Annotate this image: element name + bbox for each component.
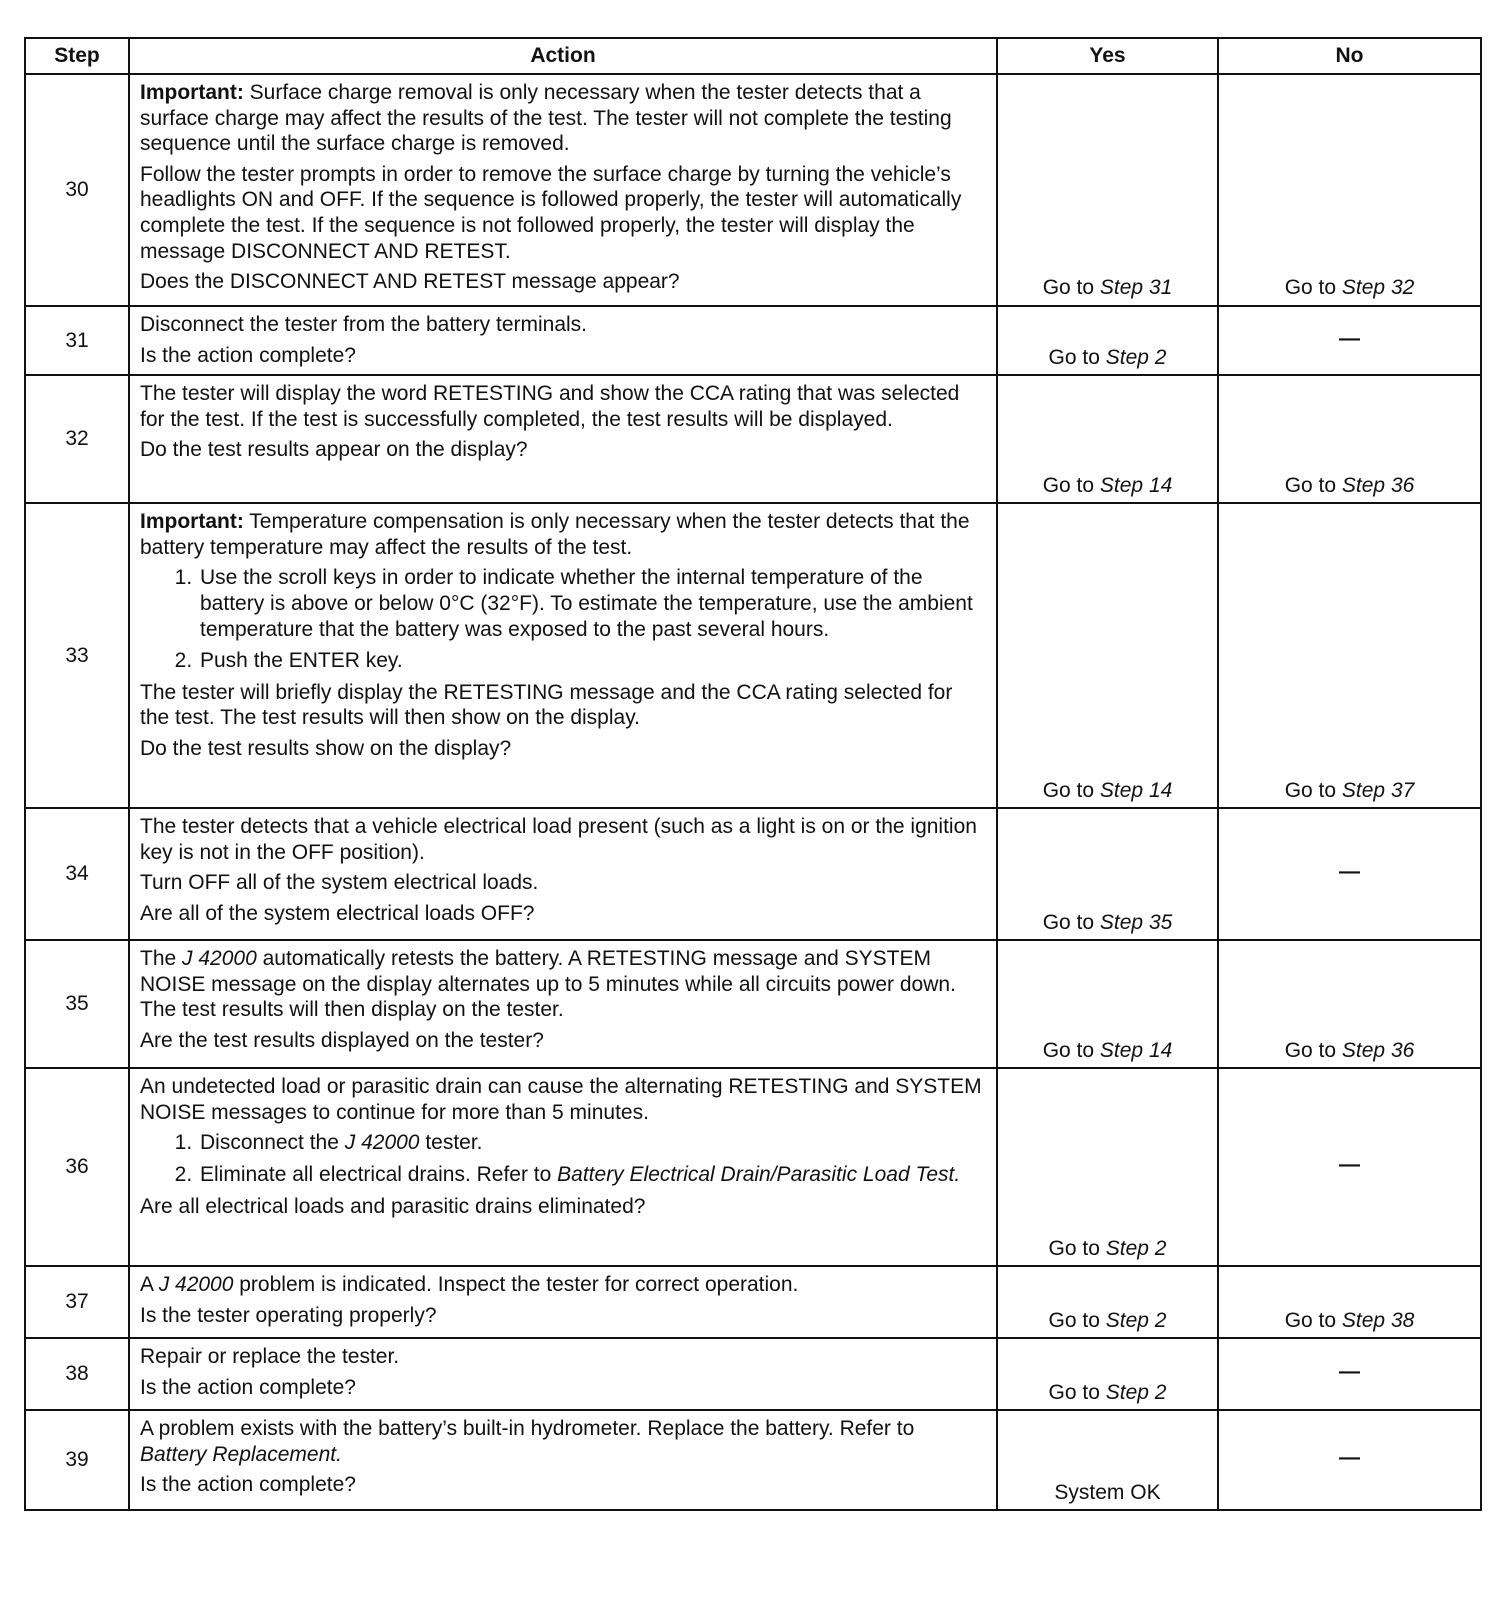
step-number: 35 [25,940,129,1068]
yes-cell [997,503,1218,808]
text-span: Eliminate all electrical drains. Refer to [200,1163,558,1187]
goto-label: Go to [1284,778,1337,802]
numbered-steps [140,1130,986,1187]
action-text: The tester will display the word RETESTING and show the CCA rating that was selected for the test. If the test is successfully completed, the test results will be displayed. [140,382,960,431]
question-text: Are the test results displayed on the tester? [140,1029,544,1053]
action-cell [129,375,997,503]
table-row [25,808,1481,940]
action-text [140,946,986,1023]
goto-label: Go to [1042,276,1095,300]
table-row [25,1068,1481,1266]
no-step-ref: Step 38 [1341,1308,1415,1332]
list-item [198,1130,986,1156]
text-span: A [140,1273,159,1297]
action-cell [129,306,997,375]
action-text [140,1272,986,1298]
goto-label: Go to [1048,1236,1100,1260]
goto-label: Go to [1042,910,1095,934]
list-item: 2. Push the ENTER key. [198,648,986,674]
table-row [25,74,1481,306]
text-span: The [140,947,183,971]
no-dash: — [1339,1446,1360,1470]
important-note [140,509,986,560]
diagnostic-table [24,37,1482,1511]
question-text: Is the action complete? [140,343,356,367]
no-dash: — [1339,1153,1360,1177]
no-cell [1218,808,1481,940]
text-span: A problem exists with the battery’s built-in hydrometer. Replace the battery. Refer to [140,1417,915,1441]
goto-label: Go to [1048,1380,1100,1404]
table-row [25,1338,1481,1410]
action-text: Disconnect the tester from the battery terminals. [140,313,588,336]
important-note [140,80,986,157]
question-text: Do the test results show on the display? [140,737,512,761]
goto-label: Go to [1048,1308,1100,1332]
table-row [25,503,1481,808]
step-number: 39 [25,1410,129,1510]
table-row [25,1410,1481,1510]
tool-ref: J 42000 [344,1131,420,1155]
yes-cell [997,808,1218,940]
table-row [25,1266,1481,1338]
yes-cell [997,306,1218,375]
step-number: 32 [25,375,129,503]
question-text: Are all of the system electrical loads OFF? [140,902,535,926]
no-cell [1218,1068,1481,1266]
table-row [25,375,1481,503]
no-cell [1218,1266,1481,1338]
no-dash: — [1339,326,1360,350]
step-number: 37 [25,1266,129,1338]
action-cell [129,808,997,940]
question-text: Are all electrical loads and parasitic drains eliminated? [140,1194,646,1218]
no-cell [1218,940,1481,1068]
yes-step-ref: Step 35 [1099,910,1173,934]
header-no: No [1218,38,1481,74]
action-text: Follow the tester prompts in order to remove the surface charge by turning the vehicle’s headlights ON and OFF. If the sequence is followed properly, the tester will automatically complete the test. If the sequence is not followed properly, the tester will display the message DISCONNECT AND RETEST. [140,162,962,263]
yes-cell [997,1338,1218,1410]
yes-step-ref: Step 2 [1105,1308,1167,1332]
no-cell [1218,503,1481,808]
question-text: Does the DISCONNECT AND RETEST message appear? [140,270,680,294]
table-row [25,306,1481,375]
action-cell [129,1068,997,1266]
system-ok-label: System OK [1054,1480,1161,1504]
yes-step-ref: Step 14 [1099,778,1173,802]
yes-step-ref: Step 2 [1105,1236,1167,1260]
step-number: 38 [25,1338,129,1410]
step-number: 33 [25,503,129,808]
yes-step-ref: Step 2 [1105,1380,1167,1404]
no-step-ref: Step 36 [1341,473,1415,497]
yes-cell [997,74,1218,306]
text-span: Disconnect the [200,1131,345,1155]
action-cell [129,74,997,306]
goto-label: Go to [1042,778,1095,802]
question-text: Is the action complete? [140,1473,356,1497]
yes-cell [997,940,1218,1068]
important-text: Temperature compensation is only necessary when the tester detects that the battery temperature may affect the results of the test. [140,510,970,559]
step-number: 30 [25,74,129,306]
action-cell [129,1410,997,1510]
action-text: Turn OFF all of the system electrical loads. [140,871,539,895]
yes-cell [997,1266,1218,1338]
step-number: 31 [25,306,129,375]
question-text: Is the action complete? [140,1375,356,1399]
goto-label: Go to [1048,345,1100,369]
action-text: Repair or replace the tester. [140,1345,400,1369]
numbered-steps [140,565,986,673]
tool-ref: J 42000 [182,947,257,971]
yes-cell [997,375,1218,503]
text-span: problem is indicated. Inspect the tester for correct operation. [233,1273,799,1297]
list-item: 1. Use the scroll keys in order to indicate whether the internal temperature of the battery is above or below 0°C (32°F). To estimate the temperature, use the ambient temperature that the battery was exposed to the past several hours. [198,565,986,642]
no-cell [1218,74,1481,306]
no-cell [1218,375,1481,503]
header-yes: Yes [997,38,1218,74]
action-text [140,1416,986,1467]
no-dash: — [1339,1360,1360,1384]
step-number: 36 [25,1068,129,1266]
important-label: Important: [140,81,244,104]
yes-step-ref: Step 14 [1099,1038,1173,1062]
step-number: 34 [25,808,129,940]
question-text: Is the tester operating properly? [140,1303,437,1327]
goto-label: Go to [1284,276,1337,300]
action-cell [129,503,997,808]
doc-ref: Battery Electrical Drain/Parasitic Load Test. [557,1163,961,1187]
table-row [25,940,1481,1068]
goto-label: Go to [1042,1038,1095,1062]
no-step-ref: Step 36 [1341,1038,1415,1062]
yes-step-ref: Step 31 [1099,276,1173,300]
no-cell [1218,1338,1481,1410]
no-step-ref: Step 32 [1341,276,1415,300]
header-step: Step [25,38,129,74]
header-row [25,38,1481,74]
question-text: Do the test results appear on the display? [140,438,528,462]
action-text: The tester will briefly display the RETESTING message and the CCA rating selected for the test. The test results will then show on the display. [140,680,953,730]
header-action: Action [129,38,997,74]
no-cell [1218,306,1481,375]
goto-label: Go to [1042,473,1095,497]
no-cell [1218,1410,1481,1510]
yes-step-ref: Step 14 [1099,473,1173,497]
goto-label: Go to [1284,1038,1337,1062]
list-item [198,1162,986,1188]
important-label: Important: [140,510,244,534]
yes-step-ref: Step 2 [1105,345,1167,369]
action-text: An undetected load or parasitic drain can cause the alternating RETESTING and SYSTEM NOISE messages to continue for more than 5 minutes. [140,1075,982,1124]
goto-label: Go to [1284,473,1337,497]
goto-label: Go to [1284,1308,1337,1332]
no-step-ref: Step 37 [1341,778,1415,802]
yes-cell [997,1410,1218,1510]
tool-ref: J 42000 [158,1273,234,1297]
important-text: Surface charge removal is only necessary when the tester detects that a surface charge may affect the results of the test. The tester will not complete the testing sequence until the surface charge is removed. [140,81,952,156]
action-cell [129,1266,997,1338]
no-dash: — [1339,860,1360,884]
text-span: tester. [419,1131,483,1155]
action-cell [129,940,997,1068]
action-cell [129,1338,997,1410]
text-span: automatically retests the battery. A RETESTING message and SYSTEM NOISE message on the display alternates up to 5 minutes while all circuits power down. The test results will then display on the tester. [140,947,956,1022]
yes-cell [997,1068,1218,1266]
doc-ref: Battery Replacement. [140,1442,342,1466]
action-text: The tester detects that a vehicle electrical load present (such as a light is on or the ignition key is not in the OFF position). [140,815,977,864]
